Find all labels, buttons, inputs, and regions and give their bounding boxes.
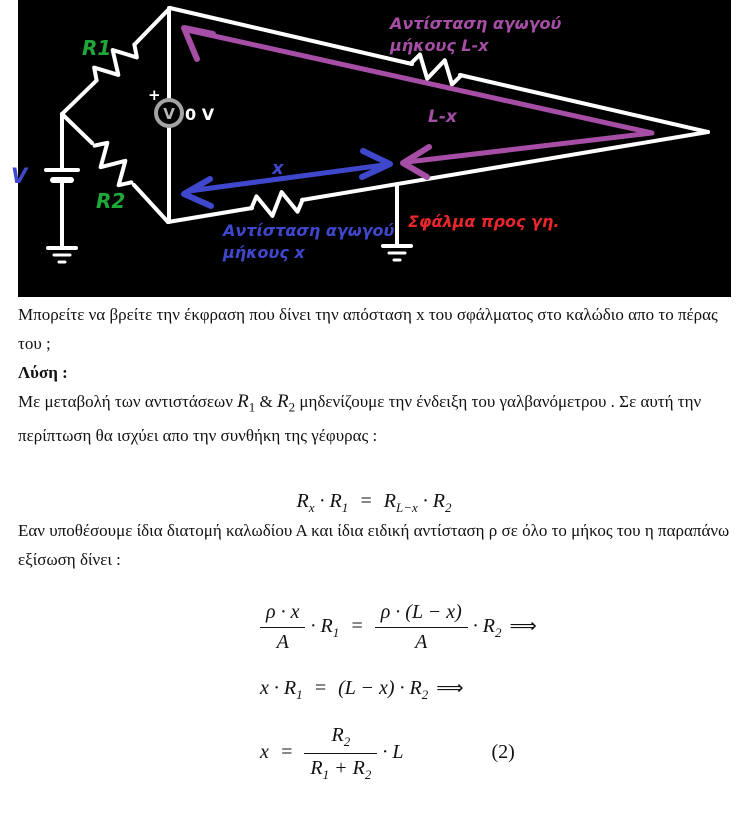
equation-number: (2) [491, 741, 515, 764]
p2-ampersand: & [255, 392, 278, 411]
r2-inline-math: R [277, 391, 289, 412]
source-voltage-label: V [11, 164, 28, 188]
fault-caption: Σφάλμα προς γη. [408, 212, 560, 231]
equation-resistivity-form: $\frac{\rho \cdot x}{A}$ · $R_1$ = $\frac{\rho \cdot (L - x)}{A}$ · $R_2$ ⟹ [260, 600, 730, 655]
implies-arrow: ⟹ [436, 677, 464, 700]
fraction-rho-x-over-A: $\frac{\rho \cdot x}{A}$ [260, 600, 305, 655]
r1-label: R1 [82, 36, 112, 60]
x-length-label: x [272, 158, 284, 179]
r2-label: R2 [96, 189, 126, 213]
galvanometer-letter: V [163, 105, 175, 123]
meter-plus-sign: + [148, 86, 161, 104]
question-paragraph: Μπορείτε να βρείτε την έκφραση που δίνει την απόσταση x του σφάλματος στο καλώδιο απο το πέρας του ; [18, 305, 718, 353]
solution-paragraph-1 [18, 387, 730, 450]
p2-text-after: μηδενίζουμε την ένδειξη του γαλβανόμετρου . Σε αυτή την περίπτωση θα ισχύει απο την συνθήκη της γέφυρας : [18, 392, 702, 446]
implies-arrow: ⟹ [509, 615, 537, 638]
diagram-background [18, 0, 731, 297]
r1-inline-sub: 1 [248, 399, 256, 415]
fraction-rho-lx-over-A: $\frac{\rho \cdot (L - x)}{A}$ [375, 600, 468, 655]
bottom-caption-line1: Αντίσταση αγωγού [223, 221, 395, 240]
top-caption-line1: Αντίσταση αγωγού [390, 14, 562, 33]
equation-simplified: $x \cdot R_1 = (L - x) \cdot R_2$ ⟹ [260, 677, 464, 703]
r1-inline-math: R [237, 391, 249, 412]
p2-text-before: Με μεταβολή των αντιστάσεων [18, 392, 238, 411]
lx-length-label: L-x [428, 107, 457, 127]
top-caption-line2: μήκους L-x [390, 36, 489, 55]
r2-inline-sub: 2 [288, 399, 296, 415]
circuit-diagram [0, 0, 748, 300]
eq1-rx: R [296, 490, 309, 513]
equation-result: x = $\frac{R_2}{R_1 + R_2}$ · L (2) [260, 724, 515, 783]
bottom-caption-line2: μήκους x [223, 243, 305, 262]
solution-paragraph-2: Εαν υποθέσουμε ίδια διατομή καλωδίου Α και ίδια ειδική αντίσταση ρ σε όλο το μήκος του η παραπάνω εξίσωση δίνει : [18, 521, 730, 570]
equation-bridge-condition: $R_x \cdot R_1 = R_{L-x} \cdot R_2$ [296, 490, 452, 516]
document-body [0, 300, 748, 784]
fraction-r2-over-r1-plus-r2: $\frac{R_2}{R_1 + R_2}$ [304, 723, 377, 784]
meter-reading-label: 0 V [185, 105, 215, 124]
solution-heading: Λύση : [18, 363, 68, 382]
